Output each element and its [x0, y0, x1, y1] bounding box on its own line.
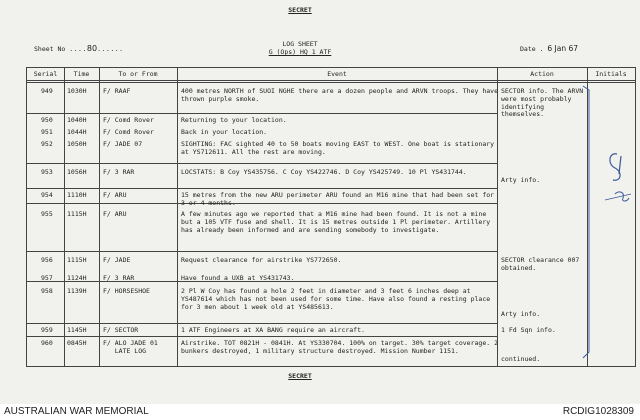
col-action: Action [530, 70, 554, 78]
row-time: 1110H [67, 191, 87, 199]
row-time: 1115H [67, 210, 87, 218]
row-event: Request clearance for airstrike YS772650. [181, 256, 342, 264]
handwritten-initials-mark [575, 82, 635, 362]
row-time: 1124H [67, 274, 87, 282]
row-to-from: F/ Comd Rover [103, 116, 154, 124]
sheet-number-value: 80 [86, 44, 98, 53]
row-event: LOCSTATS: B Coy YS435756. C Coy YS422746. D Coy YS425749. 10 Pl YS431744. [181, 168, 467, 176]
col-to-from: To or From [118, 70, 158, 78]
date-field [520, 44, 578, 53]
row-event: A few minutes ago we reported that a M16 mine had been found. It is not a mine but a 105 VTF fuse and shell. It is 15 metres outside 1 Pl perimeter. Artillery has already been informed and are sending somebody to investigate. [181, 210, 491, 234]
row-action: SECTOR clearance 007 obtained. [501, 256, 580, 272]
row-to-from: F/ SECTOR [103, 326, 139, 334]
row-event: Back in your location. [181, 128, 268, 136]
col-event: Event [327, 70, 347, 78]
row-serial: 954 [41, 191, 53, 199]
col-serial: Serial [33, 70, 58, 78]
classification-top: SECRET [288, 6, 312, 14]
row-time: 1115H [67, 256, 87, 264]
row-to-from: F/ JADE [103, 256, 131, 264]
row-action: Arty info. [501, 310, 541, 318]
col-time: Time [73, 70, 90, 78]
row-action: Arty info. [501, 176, 541, 184]
log-subtitle: G (Ops) HQ 1 ATF [268, 48, 332, 56]
date-value: 6 Jan 67 [547, 44, 579, 53]
row-to-from: F/ ALO JADE 01 LATE LOG [103, 339, 158, 355]
classification-bottom: SECRET [288, 372, 312, 380]
row-serial: 960 [41, 339, 53, 347]
archive-footer [0, 404, 640, 420]
sheet-number: Sheet No ....80...... [34, 44, 124, 53]
row-serial: 958 [41, 287, 53, 295]
archive-id: RCDIG1028309 [562, 406, 634, 417]
row-event: Airstrike. TOT 0821H - 0841H. At YS330704. 100% on target. 30% target coverage. 2 bunkers destroyed, 1 military structure destroyed. Mission Number 1151. [181, 339, 498, 355]
row-time: 1030H [67, 87, 87, 95]
row-to-from: F/ 3 RAR [103, 168, 135, 176]
row-time: 1050H [67, 140, 87, 148]
row-time: 0845H [67, 339, 87, 347]
archive-name: AUSTRALIAN WAR MEMORIAL [4, 406, 149, 417]
row-to-from: F/ HORSESHOE [103, 287, 150, 295]
row-serial: 949 [41, 87, 53, 95]
col-initials: Initials [595, 70, 627, 78]
row-event: SIGHTING: FAC sighted 40 to 50 boats moving EAST to WEST. One boat is stationary at YS712611. All the rest are moving. [181, 140, 495, 156]
row-serial: 955 [41, 210, 53, 218]
row-serial: 951 [41, 128, 53, 136]
row-to-from: F/ ARU [103, 210, 127, 218]
row-event: Returning to your location. [181, 116, 287, 124]
log-table [26, 67, 636, 367]
row-time: 1145H [67, 326, 87, 334]
row-time: 1044H [67, 128, 87, 136]
row-event: 2 Pl W Coy has found a hole 2 feet in diameter and 3 feet 6 inches deep at YS487614 which has not been used for some time. Have also found a resting place for 3 men about 1 week old at YS485613. [181, 287, 491, 311]
row-to-from: F/ 3 RAR [103, 274, 135, 282]
sheet-label: Sheet No [34, 45, 70, 53]
row-serial: 957 [41, 274, 53, 282]
row-to-from: F/ Comd Rover [103, 128, 154, 136]
row-event: 15 metres from the new ARU perimeter ARU found an M16 mine that had been set for 3 or 4 months. [181, 191, 495, 207]
row-serial: 956 [41, 256, 53, 264]
row-to-from: F/ ARU [103, 191, 127, 199]
log-title: LOG SHEET [282, 40, 318, 48]
row-event: 1 ATF Engineers at XA BANG require an aircraft. [181, 326, 365, 334]
row-time: 1040H [67, 116, 87, 124]
row-serial: 959 [41, 326, 53, 334]
row-event: Have found a UXB at YS431743. [181, 274, 295, 282]
row-action: continued. [501, 355, 541, 363]
row-to-from: F/ JADE 07 [103, 140, 143, 148]
date-label: Date . [520, 45, 548, 53]
row-time: 1056H [67, 168, 87, 176]
row-action: 1 Fd Sqn info. [501, 326, 556, 334]
row-event: 400 metres NORTH of SUOI NGHE there are a dozen people and ARVN troops. They have thrown purple smoke. [181, 87, 498, 103]
row-to-from: F/ RAAF [103, 87, 131, 95]
row-serial: 950 [41, 116, 53, 124]
row-action: SECTOR info. The ARVN were most probably identifying themselves. [501, 87, 584, 119]
row-serial: 953 [41, 168, 53, 176]
row-time: 1139H [67, 287, 87, 295]
log-title-block [0, 40, 600, 56]
row-serial: 952 [41, 140, 53, 148]
